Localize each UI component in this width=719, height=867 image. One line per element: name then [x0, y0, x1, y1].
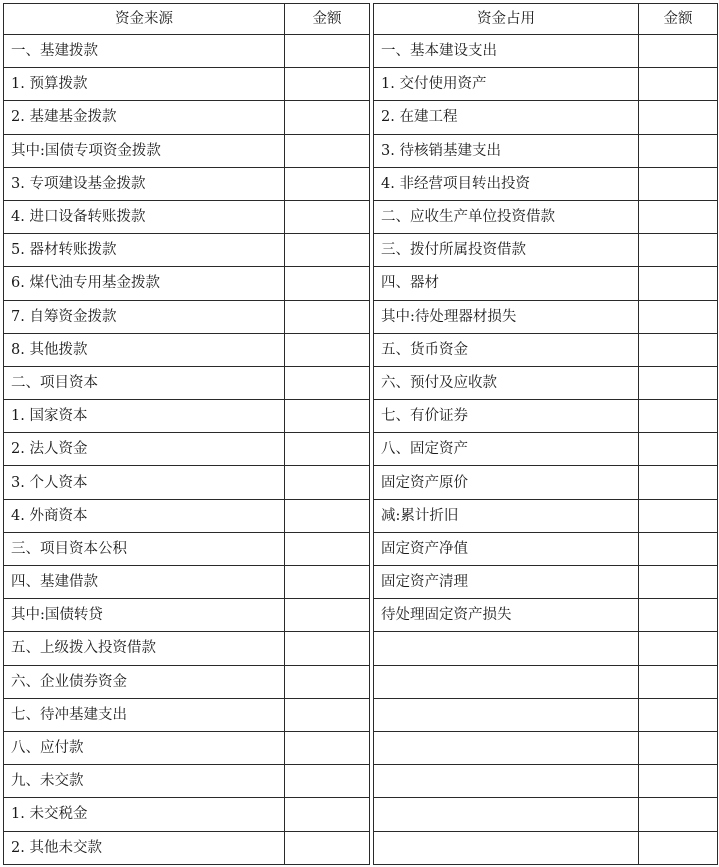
fund-source-item-label: 三、项目资本公积: [4, 532, 285, 565]
fund-source-amount-cell[interactable]: [285, 200, 370, 233]
fund-source-item-label: 一、基建拨款: [4, 35, 285, 68]
fund-source-item-label: 2. 法人资金: [4, 433, 285, 466]
fund-source-amount-cell[interactable]: [285, 300, 370, 333]
fund-use-item-label: 1. 交付使用资产: [374, 68, 639, 101]
fund-source-row: [4, 632, 370, 665]
fund-use-amount-cell[interactable]: [639, 499, 718, 532]
fund-use-amount-cell[interactable]: [639, 300, 718, 333]
fund-source-item-label: 其中:国债转贷: [4, 599, 285, 632]
fund-use-item-label: 七、有价证券: [374, 400, 639, 433]
fund-source-item-label: 2. 基建基金拨款: [4, 101, 285, 134]
fund-use-item-label: 三、拨付所属投资借款: [374, 234, 639, 267]
fund-use-item-label: [374, 665, 639, 698]
fund-use-row: [374, 366, 718, 399]
fund-source-item-label: 六、企业债券资金: [4, 665, 285, 698]
fund-use-amount-cell[interactable]: [639, 665, 718, 698]
fund-use-row: [374, 101, 718, 134]
fund-source-row: [4, 101, 370, 134]
fund-use-item-label: 减:累计折旧: [374, 499, 639, 532]
fund-use-item-label: [374, 765, 639, 798]
fund-source-amount-cell[interactable]: [285, 731, 370, 764]
fund-source-amount-cell[interactable]: [285, 134, 370, 167]
fund-source-row: [4, 134, 370, 167]
fund-use-item-label: [374, 731, 639, 764]
fund-use-row: [374, 566, 718, 599]
fund-source-row: [4, 566, 370, 599]
fund-source-amount-cell[interactable]: [285, 68, 370, 101]
fund-source-row: [4, 532, 370, 565]
fund-use-amount-cell[interactable]: [639, 134, 718, 167]
fund-use-row: [374, 499, 718, 532]
fund-source-amount-cell[interactable]: [285, 400, 370, 433]
fund-use-amount-cell[interactable]: [639, 433, 718, 466]
fund-use-amount-cell[interactable]: [639, 532, 718, 565]
fund-source-item-label: 2. 其他未交款: [4, 831, 285, 865]
fund-source-item-label: 其中:国债专项资金拨款: [4, 134, 285, 167]
fund-use-row: [374, 333, 718, 366]
fund-source-amount-cell[interactable]: [285, 333, 370, 366]
fund-source-row: [4, 234, 370, 267]
fund-uses-header: 资金占用: [374, 4, 639, 35]
fund-source-item-label: 八、应付款: [4, 731, 285, 764]
fund-source-item-label: 4. 外商资本: [4, 499, 285, 532]
fund-source-item-label: 四、基建借款: [4, 566, 285, 599]
fund-use-item-label: 固定资产原价: [374, 466, 639, 499]
fund-source-amount-cell[interactable]: [285, 35, 370, 68]
fund-use-amount-cell[interactable]: [639, 831, 718, 865]
fund-source-item-label: 1. 未交税金: [4, 798, 285, 831]
fund-source-item-label: 8. 其他拨款: [4, 333, 285, 366]
fund-source-row: [4, 35, 370, 68]
fund-use-row: [374, 698, 718, 731]
fund-use-amount-cell[interactable]: [639, 400, 718, 433]
fund-source-row: [4, 765, 370, 798]
fund-source-item-label: 七、待冲基建支出: [4, 698, 285, 731]
fund-use-item-label: [374, 698, 639, 731]
fund-sources-table: [3, 3, 370, 865]
fund-use-row: [374, 400, 718, 433]
fund-uses-table-block: [373, 3, 717, 865]
fund-use-row: [374, 798, 718, 831]
fund-use-item-label: 四、器材: [374, 267, 639, 300]
fund-source-amount-cell[interactable]: [285, 366, 370, 399]
fund-use-row: [374, 200, 718, 233]
fund-source-amount-cell[interactable]: [285, 599, 370, 632]
fund-source-amount-cell[interactable]: [285, 466, 370, 499]
fund-sources-header-row: [4, 4, 370, 35]
fund-source-row: [4, 798, 370, 831]
fund-use-row: [374, 433, 718, 466]
fund-use-row: [374, 765, 718, 798]
fund-use-amount-cell[interactable]: [639, 366, 718, 399]
fund-source-amount-cell[interactable]: [285, 566, 370, 599]
fund-use-item-label: 待处理固定资产损失: [374, 599, 639, 632]
fund-use-row: [374, 731, 718, 764]
fund-source-amount-cell[interactable]: [285, 831, 370, 865]
fund-source-amount-cell[interactable]: [285, 765, 370, 798]
fund-source-amount-cell[interactable]: [285, 499, 370, 532]
fund-source-row: [4, 599, 370, 632]
fund-use-item-label: 其中:待处理器材损失: [374, 300, 639, 333]
fund-use-item-label: 六、预付及应收款: [374, 366, 639, 399]
fund-source-row: [4, 466, 370, 499]
fund-use-item-label: [374, 798, 639, 831]
fund-use-row: [374, 300, 718, 333]
fund-use-row: [374, 35, 718, 68]
fund-use-item-label: 4. 非经营项目转出投资: [374, 167, 639, 200]
fund-use-amount-cell[interactable]: [639, 566, 718, 599]
fund-source-item-label: 5. 器材转账拨款: [4, 234, 285, 267]
fund-use-row: [374, 632, 718, 665]
fund-use-item-label: 二、应收生产单位投资借款: [374, 200, 639, 233]
fund-source-row: [4, 698, 370, 731]
fund-use-amount-cell[interactable]: [639, 35, 718, 68]
fund-sources-header: 资金来源: [4, 4, 285, 35]
fund-use-row: [374, 267, 718, 300]
fund-use-amount-cell[interactable]: [639, 200, 718, 233]
fund-use-row: [374, 466, 718, 499]
fund-source-row: [4, 68, 370, 101]
fund-source-row: [4, 300, 370, 333]
fund-source-item-label: 3. 专项建设基金拨款: [4, 167, 285, 200]
fund-use-row: [374, 532, 718, 565]
fund-source-row: [4, 831, 370, 865]
fund-use-item-label: 八、固定资产: [374, 433, 639, 466]
fund-use-item-label: 3. 待核销基建支出: [374, 134, 639, 167]
fund-source-item-label: 九、未交款: [4, 765, 285, 798]
fund-source-row: [4, 333, 370, 366]
fund-use-amount-cell[interactable]: [639, 68, 718, 101]
fund-source-amount-cell[interactable]: [285, 234, 370, 267]
fund-use-amount-cell[interactable]: [639, 765, 718, 798]
fund-use-amount-cell[interactable]: [639, 632, 718, 665]
fund-use-amount-cell[interactable]: [639, 599, 718, 632]
fund-source-item-label: 1. 国家资本: [4, 400, 285, 433]
fund-use-amount-cell[interactable]: [639, 698, 718, 731]
fund-source-item-label: 五、上级拨入投资借款: [4, 632, 285, 665]
fund-source-row: [4, 200, 370, 233]
fund-sources-body: [4, 35, 370, 865]
fund-use-amount-cell[interactable]: [639, 101, 718, 134]
fund-source-amount-cell[interactable]: [285, 167, 370, 200]
fund-use-row: [374, 68, 718, 101]
fund-source-row: [4, 731, 370, 764]
fund-source-item-label: 4. 进口设备转账拨款: [4, 200, 285, 233]
fund-source-row: [4, 433, 370, 466]
fund-source-row: [4, 167, 370, 200]
fund-source-amount-cell[interactable]: [285, 433, 370, 466]
fund-source-amount-cell[interactable]: [285, 532, 370, 565]
fund-use-item-label: 五、货币资金: [374, 333, 639, 366]
fund-uses-amount-header: 金额: [639, 4, 718, 35]
fund-source-row: [4, 499, 370, 532]
fund-use-amount-cell[interactable]: [639, 798, 718, 831]
fund-uses-header-row: [374, 4, 718, 35]
fund-source-amount-cell[interactable]: [285, 698, 370, 731]
fund-source-amount-cell[interactable]: [285, 101, 370, 134]
fund-use-amount-cell[interactable]: [639, 167, 718, 200]
fund-use-row: [374, 234, 718, 267]
fund-use-amount-cell[interactable]: [639, 333, 718, 366]
fund-source-row: [4, 665, 370, 698]
fund-use-item-label: 固定资产净值: [374, 532, 639, 565]
fund-use-row: [374, 831, 718, 865]
fund-sources-table-block: [3, 3, 369, 865]
fund-use-item-label: 固定资产清理: [374, 566, 639, 599]
fund-use-item-label: 一、基本建设支出: [374, 35, 639, 68]
fund-source-row: [4, 366, 370, 399]
fund-use-row: [374, 599, 718, 632]
fund-source-amount-cell[interactable]: [285, 798, 370, 831]
fund-use-amount-cell[interactable]: [639, 731, 718, 764]
fund-source-item-label: 二、项目资本: [4, 366, 285, 399]
fund-use-item-label: 2. 在建工程: [374, 101, 639, 134]
fund-source-item-label: 6. 煤代油专用基金拨款: [4, 267, 285, 300]
fund-use-amount-cell[interactable]: [639, 267, 718, 300]
fund-source-row: [4, 400, 370, 433]
fund-use-row: [374, 134, 718, 167]
fund-source-item-label: 1. 预算拨款: [4, 68, 285, 101]
fund-uses-body: [374, 35, 718, 865]
fund-source-row: [4, 267, 370, 300]
fund-source-amount-cell[interactable]: [285, 267, 370, 300]
fund-source-item-label: 3. 个人资本: [4, 466, 285, 499]
fund-use-amount-cell[interactable]: [639, 234, 718, 267]
fund-use-row: [374, 167, 718, 200]
fund-source-amount-cell[interactable]: [285, 632, 370, 665]
fund-source-item-label: 7. 自筹资金拨款: [4, 300, 285, 333]
fund-source-amount-cell[interactable]: [285, 665, 370, 698]
fund-uses-table: [373, 3, 718, 865]
fund-use-item-label: [374, 831, 639, 865]
fund-sources-amount-header: 金额: [285, 4, 370, 35]
fund-use-item-label: [374, 632, 639, 665]
fund-use-row: [374, 665, 718, 698]
fund-use-amount-cell[interactable]: [639, 466, 718, 499]
